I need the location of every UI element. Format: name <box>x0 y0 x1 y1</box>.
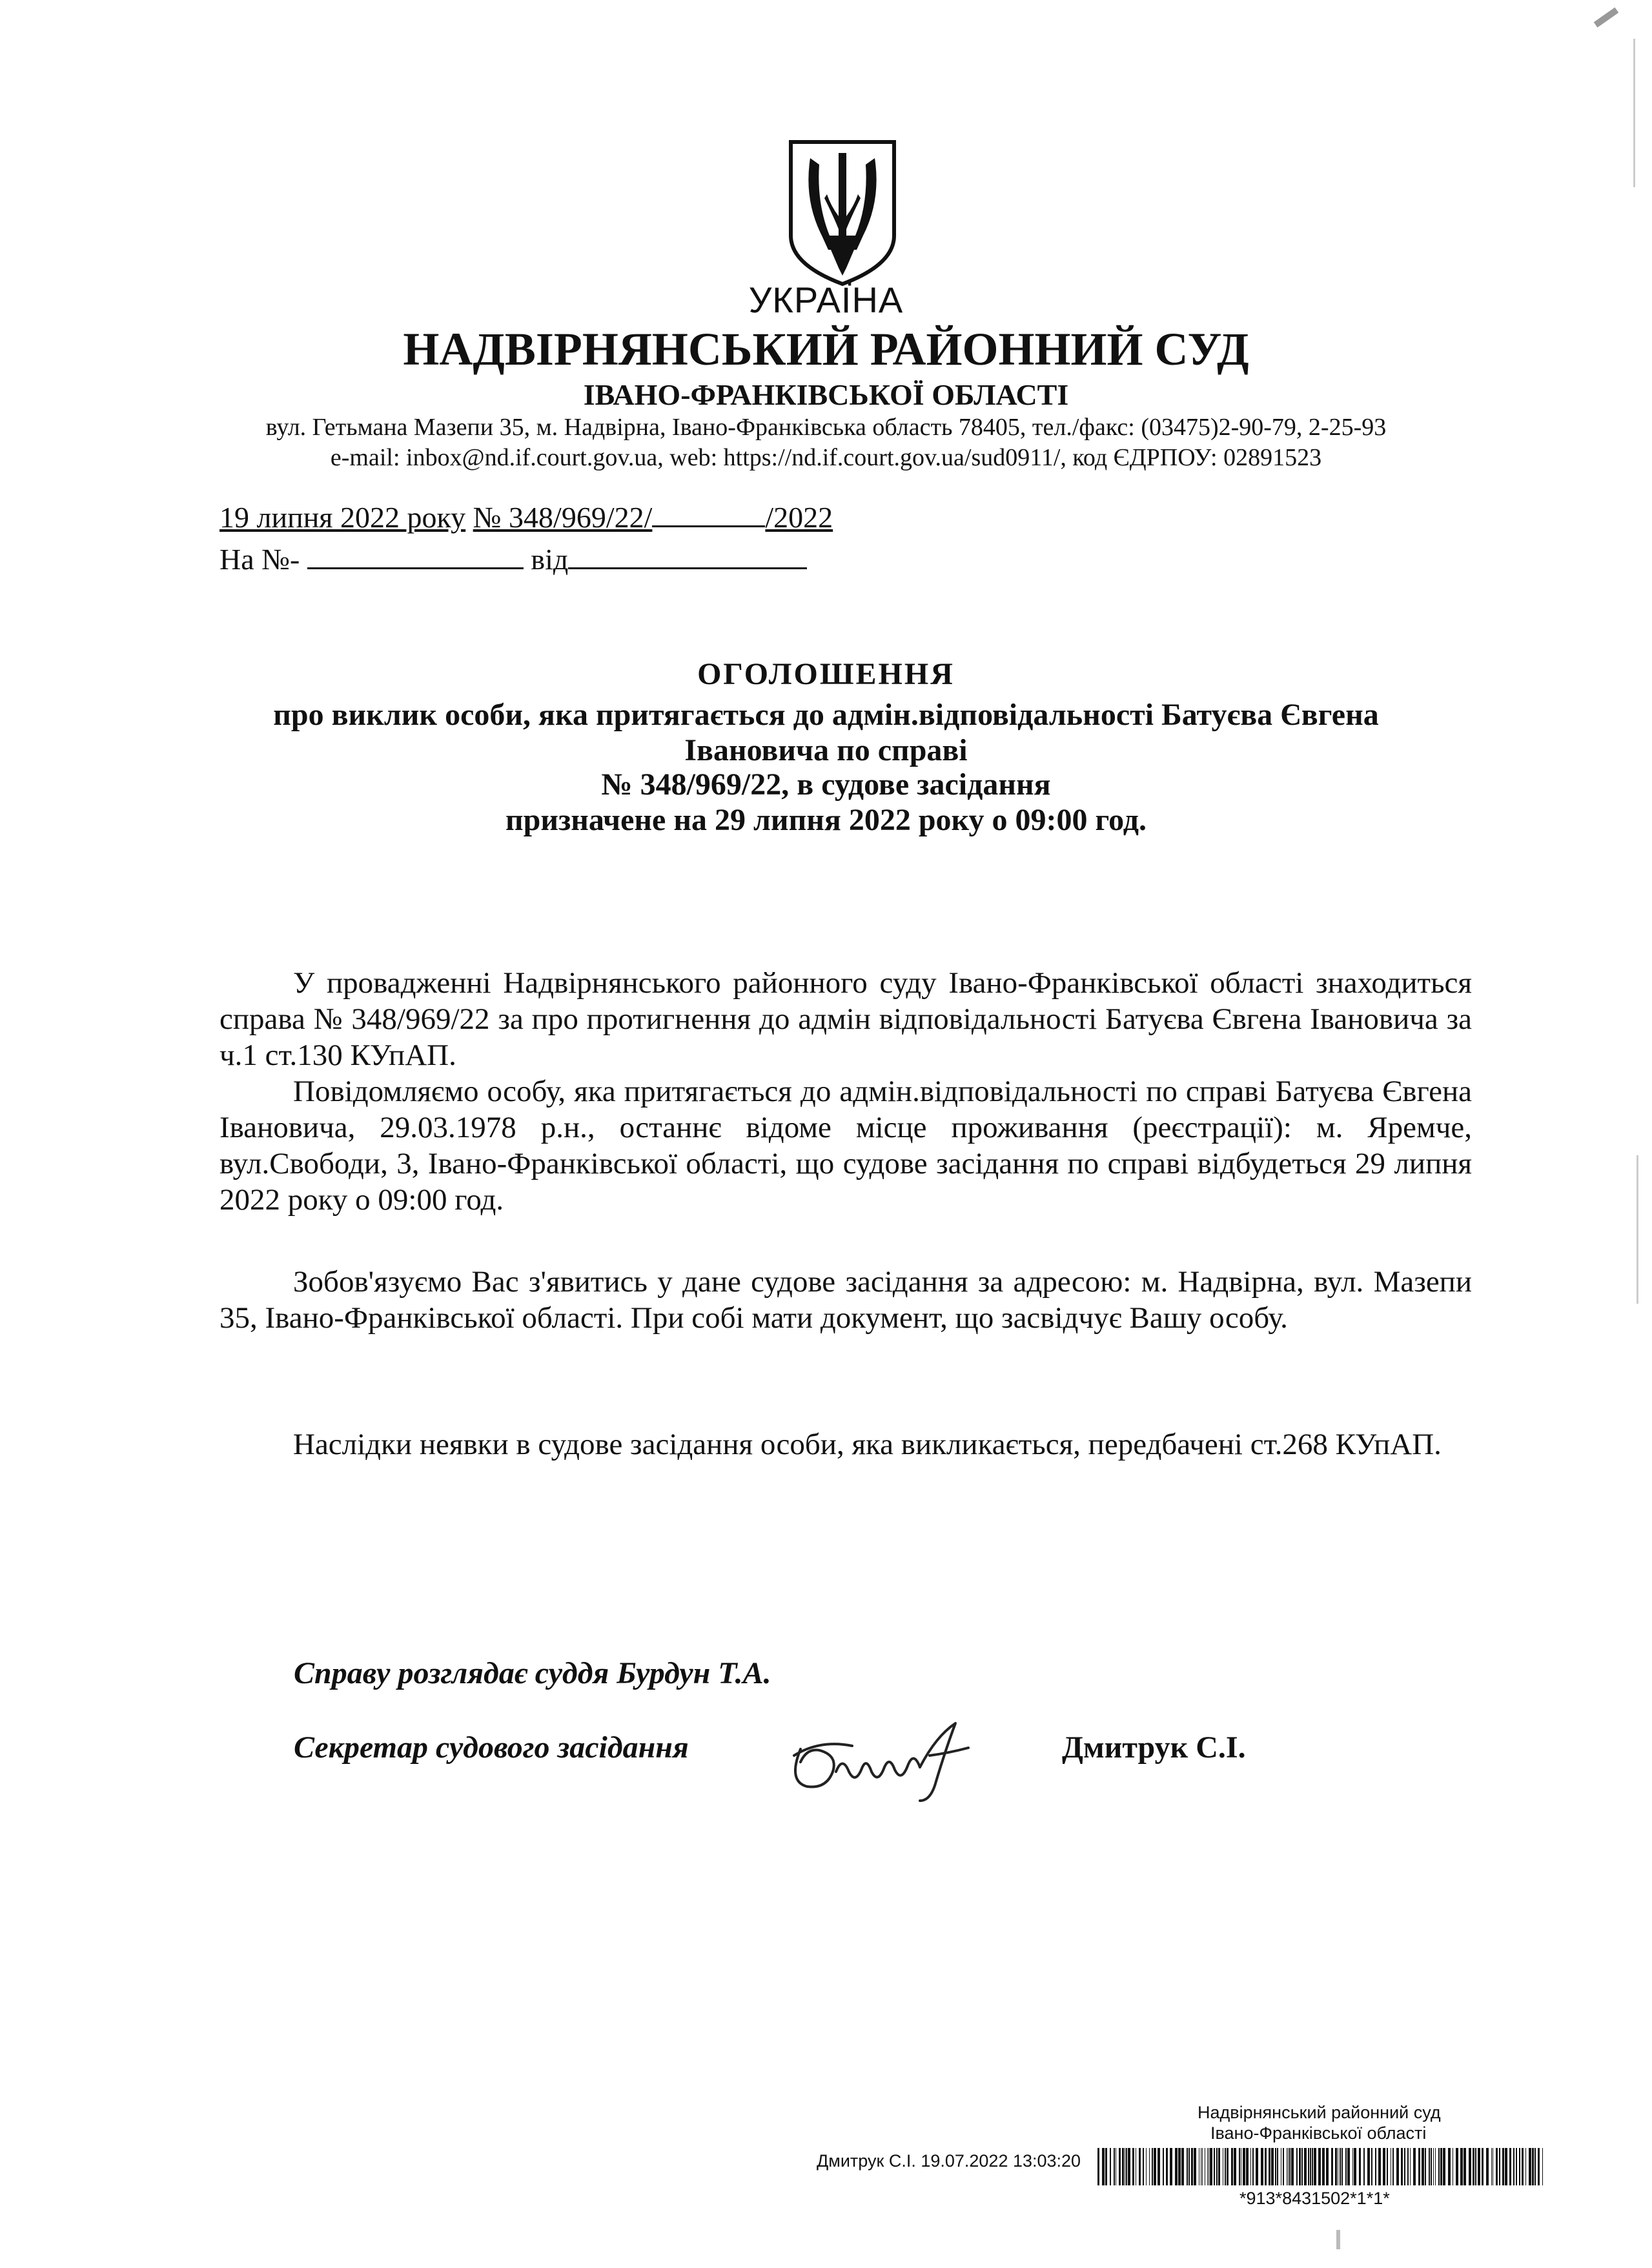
barcode-bar <box>1499 2148 1500 2185</box>
barcode-bar <box>1170 2148 1172 2185</box>
barcode-bar <box>1440 2148 1442 2185</box>
barcode-bar <box>1128 2148 1130 2185</box>
barcode-bar <box>1482 2148 1484 2185</box>
body-paragraph-2: Повідомляємо особу, яка притягається до адмін.відповідальності по справі Батуєва Євгена Івановича, 29.03.1978 р.н., останнє відоме місце проживання (реєстрації): м. Яремче, вул.Свободи, 3, Івано-Франківської області, що судове засідання по справі відбудеться 29 липня 2022 року о 09:00 год. <box>219 1075 1472 1217</box>
judge-line: Справу розглядає суддя Бурдун Т.А. <box>294 1656 771 1690</box>
scan-edge <box>1637 1155 1638 1304</box>
barcode-bar <box>1271 2148 1274 2185</box>
barcode-bar <box>1347 2148 1350 2185</box>
barcode-bar <box>1387 2148 1388 2185</box>
barcode-bar <box>1143 2148 1144 2185</box>
scan-edge <box>1633 39 1635 187</box>
barcode-bar <box>1132 2148 1134 2185</box>
barcode-bar <box>1383 2148 1385 2185</box>
barcode-bar <box>1352 2148 1353 2185</box>
barcode-bar <box>1340 2148 1341 2185</box>
barcode-bar <box>1296 2148 1298 2185</box>
barcode-bar <box>1375 2148 1376 2185</box>
barcode-bar <box>1152 2148 1153 2185</box>
barcode-bar <box>1097 2148 1099 2185</box>
barcode-bar <box>1438 2148 1440 2185</box>
signature-image <box>781 1710 981 1807</box>
barcode-bar <box>1538 2148 1540 2185</box>
reference-label: На №- <box>219 543 300 576</box>
barcode-bar <box>1265 2148 1267 2185</box>
barcode-bar <box>1289 2148 1290 2185</box>
registration-number-blank <box>652 525 765 527</box>
barcode-bar <box>1239 2148 1240 2185</box>
country-name: УКРАЇНА <box>748 279 904 320</box>
barcode-bar <box>1312 2148 1313 2185</box>
barcode-bar <box>1154 2148 1156 2185</box>
barcode-bar <box>1269 2148 1270 2185</box>
secretary-name: Дмитрук С.І. <box>1062 1730 1246 1765</box>
barcode-bar <box>1277 2148 1278 2185</box>
barcode-bar <box>1261 2148 1263 2185</box>
barcode-bar <box>1525 2148 1526 2185</box>
barcode-bar <box>1345 2148 1347 2185</box>
barcode-bar <box>1341 2148 1343 2185</box>
barcode-bar <box>1535 2148 1536 2185</box>
barcode-bar <box>1371 2148 1372 2185</box>
barcode-bar <box>1491 2148 1492 2185</box>
barcode-bar <box>1256 2148 1258 2185</box>
barcode-bar <box>1227 2148 1229 2185</box>
barcode-bar <box>1331 2148 1333 2185</box>
barcode-bar <box>1275 2148 1276 2185</box>
barcode-bar <box>1475 2148 1476 2185</box>
barcode-bar <box>1157 2148 1160 2185</box>
barcode-bar <box>1401 2148 1403 2185</box>
scan-mark <box>1336 2230 1340 2249</box>
barcode-bar <box>1322 2148 1325 2185</box>
barcode-bar <box>1243 2148 1245 2185</box>
barcode-bar <box>1288 2148 1289 2185</box>
barcode-bar <box>1175 2148 1178 2185</box>
barcode-bar <box>1181 2148 1184 2185</box>
barcode-bar <box>1291 2148 1294 2185</box>
barcode-bar <box>1463 2148 1466 2185</box>
barcode-bar <box>1318 2148 1321 2185</box>
reference-line <box>219 542 807 576</box>
stamp-signer-line: Дмитрук С.І. 19.07.2022 13:03:20 <box>817 2151 1081 2171</box>
barcode-bar <box>1448 2148 1451 2185</box>
document-subject-line-4: призначене на 29 липня 2022 року о 09:00 год. <box>505 803 1147 837</box>
barcode-bar <box>1363 2148 1365 2185</box>
body-paragraph-1: У провадженні Надвірнянського районного суду Івано-Франківської області знаходиться справа № 348/969/22 за про протигнення до адмін відповідальності Батуєва Євгена Івановича за ч.1 ст.130 КУпАП. <box>219 966 1472 1072</box>
barcode-bar <box>1208 2148 1209 2185</box>
scan-mark <box>1594 7 1619 27</box>
barcode-bar <box>1407 2148 1409 2185</box>
registration-date: 19 липня 2022 року <box>219 501 466 534</box>
barcode-bar <box>1354 2148 1356 2185</box>
barcode-bar <box>1308 2148 1309 2185</box>
barcode-bar <box>1114 2148 1115 2185</box>
barcode-bar <box>1304 2148 1307 2185</box>
barcode-bar <box>1218 2148 1220 2185</box>
court-name: НАДВІРНЯНСЬКИЙ РАЙОННИЙ СУД <box>403 323 1249 375</box>
barcode-bar <box>1149 2148 1150 2185</box>
barcode-bar <box>1105 2148 1107 2185</box>
barcode-bar <box>1301 2148 1303 2185</box>
barcode-bar <box>1516 2148 1517 2185</box>
barcode-bar <box>1496 2148 1498 2185</box>
barcode-bar <box>1326 2148 1329 2185</box>
barcode-bar <box>1191 2148 1193 2185</box>
barcode-bar <box>1542 2148 1543 2185</box>
barcode-bar <box>1335 2148 1337 2185</box>
barcode-bar <box>1283 2148 1284 2185</box>
barcode-bar <box>1410 2148 1411 2185</box>
barcode-bar <box>1310 2148 1311 2185</box>
barcode-bar <box>1392 2148 1394 2185</box>
coat-of-arms-icon <box>784 139 901 287</box>
barcode-bar <box>1187 2148 1188 2185</box>
barcode-bar <box>1250 2148 1251 2185</box>
barcode-bar <box>1429 2148 1430 2185</box>
barcode-bar <box>1469 2148 1471 2185</box>
barcode-bar <box>1532 2148 1534 2185</box>
barcode-bar <box>1413 2148 1416 2185</box>
barcode-bar <box>1509 2148 1511 2185</box>
barcode <box>1097 2148 1543 2185</box>
barcode-bar <box>1422 2148 1424 2185</box>
barcode-bar <box>1210 2148 1212 2185</box>
barcode-bar <box>1246 2148 1249 2185</box>
barcode-bar <box>1396 2148 1399 2185</box>
court-address: вул. Гетьмана Мазепи 35, м. Надвірна, Івано-Франківська область 78405, тел./факс: (03475)2-90-79, 2-25-93 <box>265 414 1387 441</box>
registration-number-prefix: № 348/969/22/ <box>473 501 653 534</box>
barcode-bar <box>1460 2148 1463 2185</box>
barcode-bar <box>1166 2148 1168 2185</box>
secretary-label: Секретар судового засідання <box>294 1730 689 1765</box>
barcode-bar <box>1146 2148 1147 2185</box>
barcode-bar <box>1194 2148 1196 2185</box>
barcode-bar <box>1102 2148 1105 2185</box>
document-subject-line-1: про виклик особи, яка притягається до адмін.відповідальності Батуєва Євгена <box>273 698 1379 732</box>
barcode-bar <box>1188 2148 1190 2185</box>
barcode-bar <box>1378 2148 1381 2185</box>
barcode-bar <box>1252 2148 1254 2185</box>
stamp-oblast-line: Івано-Франківської області <box>1210 2123 1427 2143</box>
barcode-bar <box>1299 2148 1301 2185</box>
document-subject-line-2: Івановича по справі <box>684 733 968 767</box>
stamp-court-line: Надвірнянський районний суд <box>1198 2103 1441 2122</box>
barcode-bar <box>1404 2148 1405 2185</box>
barcode-bar <box>1225 2148 1226 2185</box>
barcode-bar <box>1522 2148 1524 2185</box>
registration-number-suffix: /2022 <box>765 501 833 534</box>
barcode-bar <box>1314 2148 1316 2185</box>
barcode-bar <box>1207 2148 1208 2185</box>
barcode-bar <box>1443 2148 1445 2185</box>
barcode-bar <box>1139 2148 1141 2185</box>
barcode-bar <box>1214 2148 1215 2185</box>
barcode-bar <box>1425 2148 1426 2185</box>
barcode-bar <box>1202 2148 1203 2185</box>
barcode-bar <box>1119 2148 1121 2185</box>
barcode-bar <box>1435 2148 1436 2185</box>
barcode-bar <box>1122 2148 1124 2185</box>
barcode-bar <box>1529 2148 1531 2185</box>
barcode-bar <box>1502 2148 1504 2185</box>
barcode-bar <box>1513 2148 1514 2185</box>
barcode-bar <box>1216 2148 1218 2185</box>
barcode-bar <box>1163 2148 1164 2185</box>
barcode-text: *913*8431502*1*1* <box>1239 2189 1390 2208</box>
document-subject-line-3: № 348/969/22, в судове засідання <box>601 767 1051 802</box>
barcode-bar <box>1367 2148 1370 2185</box>
barcode-bar <box>1126 2148 1127 2185</box>
barcode-bar <box>1234 2148 1236 2185</box>
reference-from-label: від <box>531 543 569 576</box>
reference-number-blank <box>307 567 524 569</box>
barcode-bar <box>1486 2148 1489 2185</box>
barcode-bar <box>1231 2148 1233 2185</box>
barcode-bar <box>1473 2148 1474 2185</box>
body-paragraph-3: Зобов'язуємо Вас з'явитись у дане судове засідання за адресою: м. Надвірна, вул. Мазепи 35, Івано-Франківської області. При собі мати документ, що засвідчує Вашу особу. <box>219 1265 1472 1335</box>
barcode-bar <box>1433 2148 1434 2185</box>
barcode-bar <box>1456 2148 1458 2185</box>
registration-line <box>219 500 833 534</box>
court-contacts: e-mail: inbox@nd.if.court.gov.ua, web: https://nd.if.court.gov.ua/sud0911/, код ЄДРПОУ: 02891523 <box>330 444 1322 471</box>
oblast-name: ІВАНО-ФРАНКІВСЬКОЇ ОБЛАСТІ <box>583 378 1069 411</box>
body-paragraph-4: Наслідки неявки в судове засідання особи, яка викликається, передбачені ст.268 КУпАП. <box>293 1428 1442 1461</box>
barcode-bar <box>1359 2148 1361 2185</box>
barcode-bar <box>1110 2148 1111 2185</box>
barcode-bar <box>1519 2148 1520 2185</box>
barcode-bar <box>1478 2148 1480 2185</box>
barcode-bar <box>1418 2148 1420 2185</box>
barcode-bar <box>1505 2148 1507 2185</box>
document-heading: ОГОЛОШЕННЯ <box>697 657 955 691</box>
barcode-bar <box>1178 2148 1181 2185</box>
reference-date-blank <box>568 567 807 569</box>
barcode-bar <box>1431 2148 1432 2185</box>
